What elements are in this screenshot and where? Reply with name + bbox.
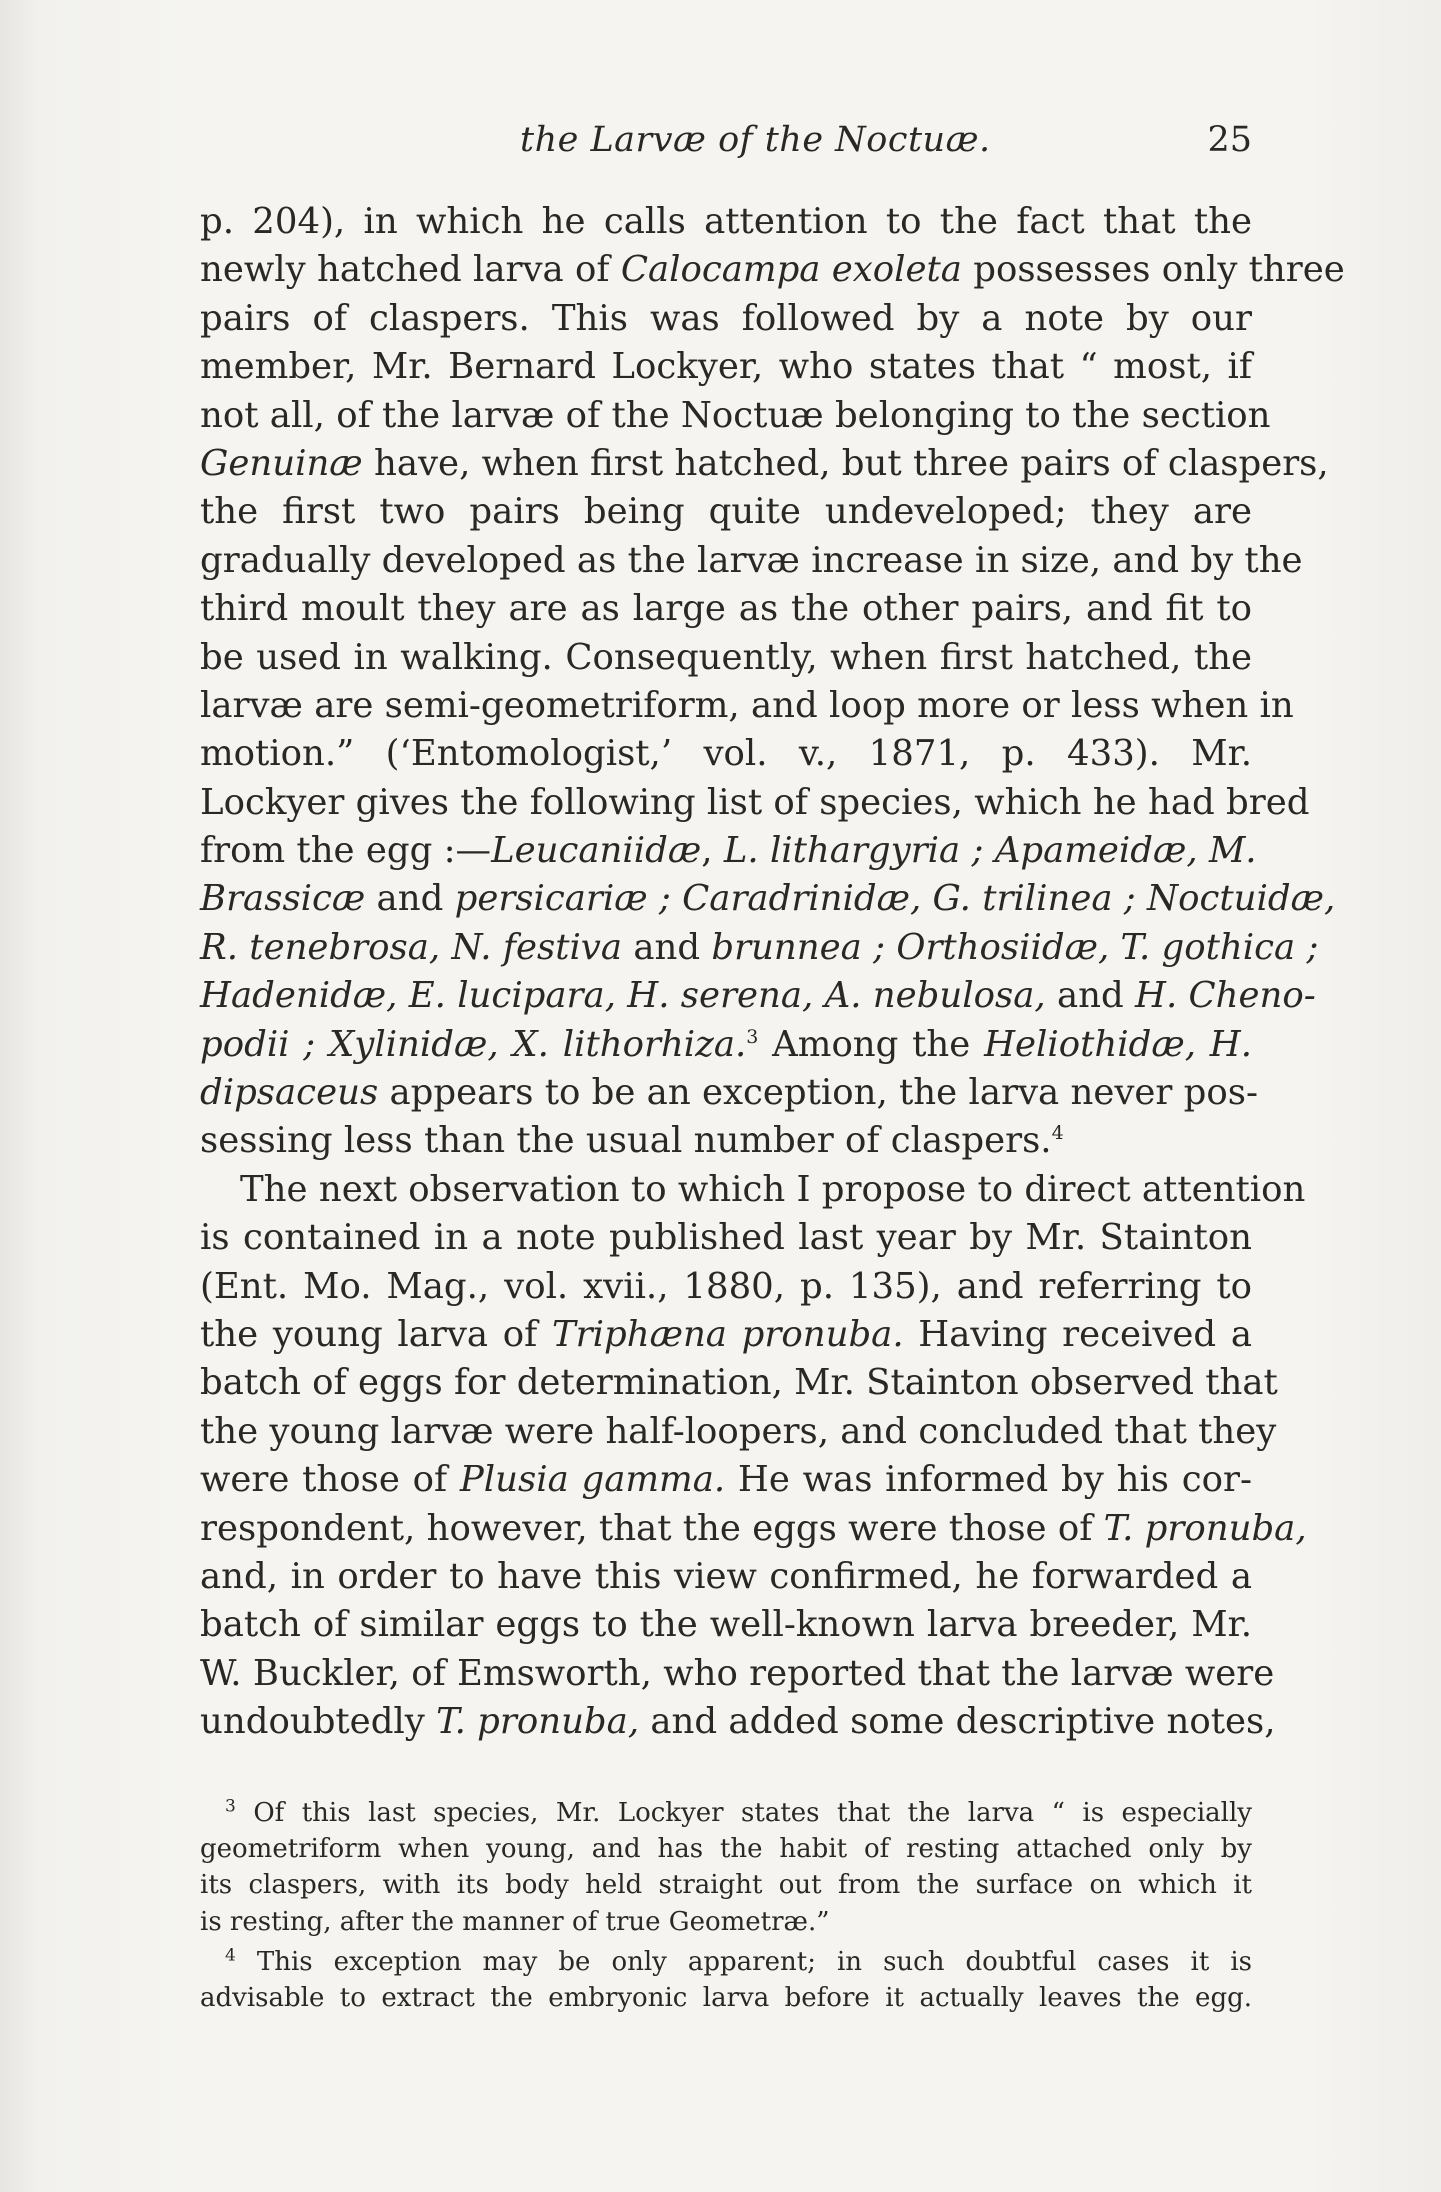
page-header: [200, 120, 1252, 170]
taxon-name: Genuinæ: [200, 442, 363, 484]
footnotes: [200, 1795, 1252, 2016]
body-text: [200, 198, 1345, 1747]
text-line: undoubtedly T. pronuba, and added some descriptive notes,: [200, 1701, 1276, 1743]
text-line: dipsaceus appears to be an exception, the larva never pos-: [200, 1072, 1258, 1114]
text-line: respondent, however, that the eggs were those of T. pronuba,: [200, 1507, 1307, 1549]
text-line: the young larvæ were half-loopers, and concluded that they: [200, 1410, 1277, 1452]
text-line: gradually developed as the larvæ increase in size, and by the: [200, 539, 1303, 581]
species-name: Calocampa exoleta: [620, 249, 962, 291]
text-line: the young larva of Triphæna pronuba. Having received a: [200, 1313, 1252, 1355]
text-line: batch of eggs for determination, Mr. Stainton observed that: [200, 1362, 1278, 1404]
text-line: the first two pairs being quite undeveloped; they are: [200, 491, 1252, 533]
footnote-line: advisable to extract the embryonic larva before it actually leaves the egg.: [200, 1982, 1252, 2013]
text-line: be used in walking. Consequently, when first hatched, the: [200, 636, 1252, 678]
text-line: W. Buckler, of Emsworth, who reported that the larvæ were: [200, 1652, 1275, 1694]
text-line: Brassicæ and persicariæ ; Caradrinidæ, G. trilinea ; Noctuidæ,: [200, 878, 1336, 920]
running-title: the Larvæ of the Noctuæ.: [520, 120, 991, 160]
text-line: sessing less than the usual number of claspers.$^4$: [200, 1120, 1064, 1162]
text-line: member, Mr. Bernard Lockyer, who states that “ most, if: [200, 346, 1252, 388]
text-line: motion.” (‘Entomologist,’ vol. v., 1871, p. 433). Mr.: [200, 733, 1252, 775]
text-line: and, in order to have this view confirmed, he forwarded a: [200, 1555, 1252, 1597]
text-line: newly hatched larva of Calocampa exoleta possesses only three: [200, 249, 1345, 291]
footnote-ref: 3: [746, 1025, 759, 1048]
text-line: not all, of the larvæ of the Noctuæ belonging to the section: [200, 394, 1271, 436]
page-number: 25: [1207, 120, 1252, 160]
text-line: The next observation to which I propose to direct attention: [240, 1168, 1306, 1210]
text-line: podii ; Xylinidæ, X. lithorhiza.$^3$ Among the Heliothidæ, H.: [200, 1023, 1252, 1065]
text-line: p. 204), in which he calls attention to the fact that the: [200, 201, 1252, 242]
footnote-3: $^3$ Of this last species, Mr. Lockyer states that the larva “ is especially: [225, 1796, 1252, 1828]
text-line: is contained in a note published last year by Mr. Stainton: [200, 1217, 1252, 1259]
text-line: Hadenidæ, E. lucipara, H. serena, A. nebulosa, and H. Cheno-: [200, 975, 1316, 1017]
text-line: pairs of claspers. This was followed by a note by our: [200, 297, 1252, 339]
footnote-marker: 3: [225, 1796, 236, 1817]
text-line: Lockyer gives the following list of species, which he had bred: [200, 781, 1310, 823]
footnote-line: geometriform when young, and has the habit of resting attached only by: [200, 1834, 1252, 1865]
footnote-marker: 4: [225, 1945, 236, 1966]
footnote-ref: 4: [1051, 1122, 1064, 1145]
text-line: R. tenebrosa, N. festiva and brunnea ; Orthosiidæ, T. gothica ;: [200, 926, 1319, 968]
text-line: (Ent. Mo. Mag., vol. xvii., 1880, p. 135), and referring to: [200, 1265, 1252, 1307]
text-line: third moult they are as large as the other pairs, and fit to: [200, 588, 1252, 630]
text-line: Genuinæ have, when first hatched, but three pairs of claspers,: [200, 442, 1329, 484]
footnote-4: $^4$ This exception may be only apparent; in such doubtful cases it is: [225, 1945, 1253, 1977]
footnote-line: is resting, after the manner of true Geometræ.”: [200, 1906, 830, 1937]
text-line: batch of similar eggs to the well-known larva breeder, Mr.: [200, 1604, 1252, 1646]
text-line: from the egg :—Leucaniidæ, L. lithargyria ; Apameidæ, M.: [200, 830, 1257, 872]
text-line: were those of Plusia gamma. He was informed by his cor-: [200, 1459, 1252, 1501]
text-line: larvæ are semi-geometriform, and loop more or less when in: [200, 684, 1294, 726]
footnote-line: its claspers, with its body held straight out from the surface on which it: [200, 1870, 1252, 1901]
